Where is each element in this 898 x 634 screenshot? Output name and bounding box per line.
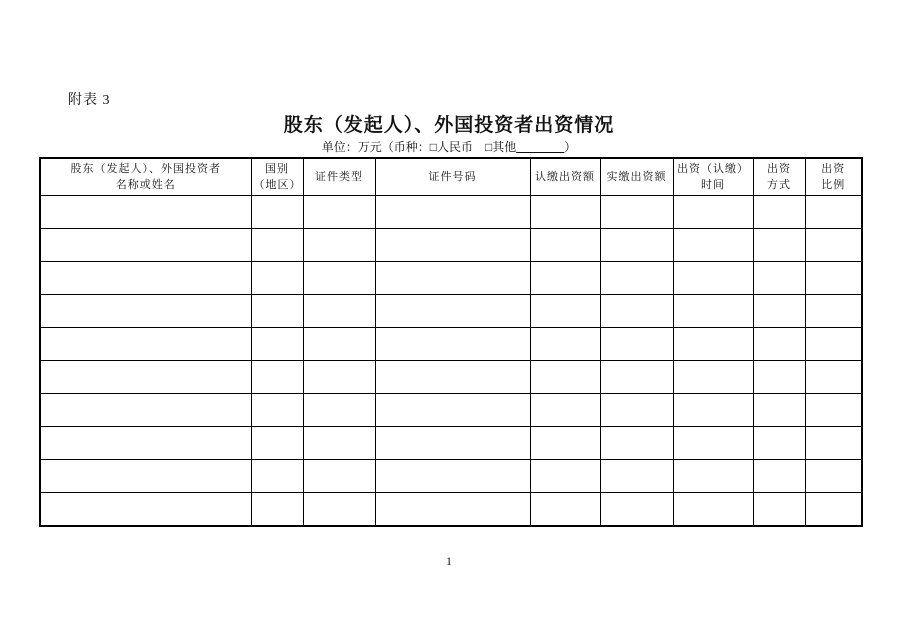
col-header-id-type [303, 158, 375, 196]
header-line: 国别 [265, 162, 289, 175]
table-cell [600, 295, 673, 328]
table-cell [530, 427, 600, 460]
header-line: 实缴出资额 [606, 170, 667, 183]
table-cell [600, 262, 673, 295]
table-cell [673, 262, 753, 295]
table-cell [375, 229, 530, 262]
table-row [40, 196, 862, 229]
page-number: 1 [446, 554, 452, 568]
table-cell [805, 361, 862, 394]
header-line: 股东（发起人）、外国投资者 [70, 162, 221, 175]
table-cell [251, 229, 303, 262]
table-cell [805, 196, 862, 229]
table-cell [673, 394, 753, 427]
table-cell [805, 427, 862, 460]
table-cell [40, 328, 251, 361]
table-cell [673, 229, 753, 262]
currency-option-rmb-label: 人民币 [436, 140, 473, 154]
table-cell [530, 493, 600, 527]
table-cell [530, 262, 600, 295]
table-cell [375, 361, 530, 394]
col-header-contribution-ratio [805, 158, 862, 196]
table-cell [805, 394, 862, 427]
table-cell [805, 229, 862, 262]
table-cell [600, 196, 673, 229]
table-cell [303, 361, 375, 394]
header-line: 时间 [701, 179, 725, 191]
table-row [40, 361, 862, 394]
page-title: 股东（发起人）、外国投资者出资情况 [283, 115, 615, 136]
table-cell [753, 328, 805, 361]
table-cell [303, 229, 375, 262]
table-row [40, 493, 862, 527]
table-cell [753, 196, 805, 229]
table-cell [303, 262, 375, 295]
table-cell [375, 262, 530, 295]
table-cell [251, 295, 303, 328]
table-cell [530, 196, 600, 229]
table-row [40, 460, 862, 493]
col-header-paid-in-capital [600, 158, 673, 196]
table-cell [530, 394, 600, 427]
table-cell [673, 196, 753, 229]
table-cell [251, 394, 303, 427]
header-line: 证件类型 [315, 170, 363, 183]
table-cell [251, 493, 303, 527]
table-cell [753, 295, 805, 328]
table-cell [600, 493, 673, 527]
table-cell [805, 493, 862, 527]
table-cell [303, 427, 375, 460]
table-row [40, 328, 862, 361]
table-cell [251, 427, 303, 460]
table-cell [375, 493, 530, 527]
table-cell [375, 328, 530, 361]
table-cell [303, 394, 375, 427]
header-line: 方式 [767, 179, 791, 191]
table-cell [753, 262, 805, 295]
table-cell [530, 229, 600, 262]
unit-prefix-label: 单位：万元（币种： [321, 140, 430, 154]
table-cell [753, 460, 805, 493]
table-header-row [40, 158, 862, 196]
table-cell [251, 328, 303, 361]
col-header-country-region [251, 158, 303, 196]
table-cell [805, 328, 862, 361]
table-cell [251, 262, 303, 295]
table-cell [303, 493, 375, 527]
table-cell [375, 427, 530, 460]
table-cell [600, 460, 673, 493]
table-cell [805, 295, 862, 328]
table-row [40, 427, 862, 460]
table-cell [40, 262, 251, 295]
col-header-contribution-time [673, 158, 753, 196]
table-cell [40, 361, 251, 394]
header-line: 出资（认缴） [677, 162, 749, 175]
header-line: 出资 [821, 162, 846, 175]
table-cell [600, 427, 673, 460]
table-cell [753, 229, 805, 262]
currency-other-blank-line: ________ [516, 140, 565, 154]
table-cell [303, 196, 375, 229]
table-row [40, 229, 862, 262]
table-cell [673, 427, 753, 460]
table-cell [673, 361, 753, 394]
table-cell [375, 295, 530, 328]
header-line: （地区） [253, 179, 302, 191]
contribution-table [39, 157, 863, 527]
table-cell [303, 295, 375, 328]
table-cell [40, 394, 251, 427]
table-cell [40, 295, 251, 328]
header-line: 比例 [821, 179, 846, 191]
table-cell [753, 394, 805, 427]
annex-table-label: 附表 3 [68, 93, 111, 108]
table-cell [600, 394, 673, 427]
table-cell [251, 460, 303, 493]
table-cell [753, 427, 805, 460]
table-cell [303, 328, 375, 361]
table-cell [40, 196, 251, 229]
table-cell [753, 493, 805, 527]
table-cell [40, 427, 251, 460]
table-cell [753, 361, 805, 394]
table-cell [600, 361, 673, 394]
table-cell [303, 460, 375, 493]
currency-option-separator [473, 140, 485, 154]
unit-close-paren: ） [564, 140, 577, 154]
table-cell [530, 328, 600, 361]
table-cell [375, 460, 530, 493]
checkbox-other-icon: □ [485, 140, 493, 154]
table-cell [40, 460, 251, 493]
currency-option-other-label: 其他 [492, 140, 517, 154]
col-header-contribution-method [753, 158, 805, 196]
unit-currency-line [0, 138, 898, 155]
col-header-id-number [375, 158, 530, 196]
header-line: 认缴出资额 [535, 170, 595, 183]
table-header [40, 158, 862, 196]
table-cell [673, 295, 753, 328]
table-cell [40, 229, 251, 262]
table-cell [600, 229, 673, 262]
table-cell [530, 460, 600, 493]
table-cell [673, 328, 753, 361]
table-cell [530, 361, 600, 394]
table-cell [40, 493, 251, 527]
header-line: 出资 [767, 162, 791, 175]
checkbox-rmb-icon: □ [429, 140, 437, 154]
table-cell [530, 295, 600, 328]
col-header-investor-name [40, 158, 251, 196]
col-header-subscribed-capital [530, 158, 600, 196]
table-row [40, 262, 862, 295]
table-row [40, 394, 862, 427]
table-cell [805, 460, 862, 493]
header-line: 证件号码 [428, 170, 477, 183]
table-cell [251, 196, 303, 229]
header-line: 名称或姓名 [115, 179, 176, 191]
table-cell [600, 328, 673, 361]
table-cell [251, 361, 303, 394]
table-cell [375, 394, 530, 427]
table-cell [375, 196, 530, 229]
table-row [40, 295, 862, 328]
table-body [40, 196, 862, 527]
table-cell [673, 493, 753, 527]
table-cell [673, 460, 753, 493]
table-cell [805, 262, 862, 295]
